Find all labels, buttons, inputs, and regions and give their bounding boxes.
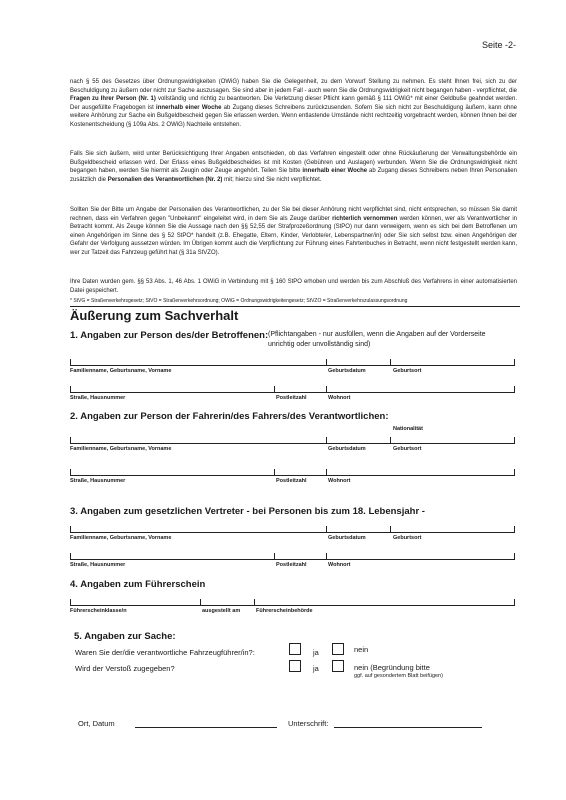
- field-tick: [514, 437, 515, 444]
- s2-birthplace-label: Geburtsort: [393, 446, 422, 452]
- field-tick: [70, 469, 71, 476]
- section-2-heading: 2. Angaben zur Person der Fahrerin/des Fahrers/des Verantwortlichen:: [70, 411, 389, 422]
- q1-text: Waren Sie der/die verantwortliche Fahrzeugführer/in?:: [75, 648, 255, 657]
- field-tick: [390, 526, 391, 533]
- field-tick: [514, 553, 515, 560]
- field-tick: [274, 553, 275, 560]
- s1-city-label: Wohnort: [328, 395, 351, 401]
- q2-text: Wird der Verstoß zugegeben?: [75, 664, 175, 673]
- s2-nationality-label: Nationalität: [393, 426, 423, 432]
- s4-class-label: Führerscheinklasse/n: [70, 608, 127, 614]
- field-tick: [274, 469, 275, 476]
- signature-field[interactable]: [334, 727, 482, 728]
- section-1-heading: 1. Angaben zur Person des/der Betroffenen:: [70, 330, 269, 341]
- intro-bold-text: innerhalb einer Woche: [156, 104, 222, 111]
- form-title: Äußerung zum Sachverhalt: [70, 308, 239, 323]
- field-tick: [200, 599, 201, 606]
- signature-label: Unterschrift:: [288, 719, 329, 728]
- place-date-label: Ort, Datum: [78, 719, 115, 728]
- q2-no-hint: ggf. auf gesondertem Blatt beifügen): [354, 673, 443, 679]
- field-tick: [326, 553, 327, 560]
- field-tick: [326, 437, 327, 444]
- section-5-heading: 5. Angaben zur Sache:: [74, 631, 176, 642]
- s1-zip-label: Postleitzahl: [276, 395, 307, 401]
- intro-text: vollständig und richtig zu beantworten. Die Verletzung dieser Pflicht kann gemäß § 111 OWiG* mit einer Geldbuße geahndet werden. Der ausgefüllte Fragebogen ist: [70, 96, 517, 111]
- q1-no-checkbox[interactable]: [332, 643, 344, 655]
- s2-name-field[interactable]: [70, 443, 515, 444]
- field-tick: [514, 469, 515, 476]
- s4-authority-label: Führerscheinbehörde: [256, 608, 313, 614]
- s3-city-label: Wohnort: [328, 562, 351, 568]
- intro-text: ab Zugang dieses Schreibens neben Ihren Personalien zusätzlich die: [70, 168, 517, 183]
- field-tick: [326, 359, 327, 366]
- q1-yes-label: ja: [313, 648, 319, 657]
- field-tick: [514, 386, 515, 393]
- s1-address-field[interactable]: [70, 392, 515, 393]
- s4-issued-label: ausgestellt am: [202, 608, 241, 614]
- intro-text: mit; hierzu sind Sie nicht verpflichtet.: [224, 176, 322, 183]
- intro-text: Falls Sie sich äußern, wird unter Berücksichtigung Ihrer Angaben entschieden, ob das Verfahren eingestellt oder ohne Rückäußerung der Verwaltungsbehörde ein Bußgeldbescheid erlassen wird. Der Erlass eines Bußgeldbescheides ist mit Kosten (Gebühren und Auslagen) verbunden. Wenn Sie die Ordnungswidrigkeit nicht begangen haben, werden Sie hiermit als Zeugin oder Zeuge angehört. Teilen Sie bitte: [70, 151, 517, 175]
- s2-name-label: Familienname, Geburtsname, Vorname: [70, 446, 172, 452]
- field-tick: [326, 386, 327, 393]
- separator-line: [70, 306, 520, 307]
- q2-yes-checkbox[interactable]: [289, 660, 301, 672]
- s2-street-label: Straße, Hausnummer: [70, 478, 126, 484]
- field-tick: [514, 526, 515, 533]
- q1-yes-checkbox[interactable]: [289, 643, 301, 655]
- s2-zip-label: Postleitzahl: [276, 478, 307, 484]
- intro-bold-text: Personalien des Verantwortlichen (Nr. 2): [107, 176, 223, 183]
- s2-address-field[interactable]: [70, 475, 515, 476]
- field-tick: [390, 437, 391, 444]
- intro-text: ab Zugang dieses Schreibens zurückzusenden. Sofern Sie sich nicht zur Beschuldigung äußern, kann ohne weitere Anhörung zur Sache ein Bußgeldbescheid gegen Sie erlassen werden. Wenn entlastende Umstände nicht rechtzeitig vorgebracht werden, können Ihnen bei der Kostenentscheidung (§ 109a Abs. 2 OWiG) Nachteile entstehen.: [70, 104, 517, 128]
- s1-birthdate-label: Geburtsdatum: [328, 368, 366, 374]
- intro-paragraph-3: [70, 206, 517, 258]
- intro-paragraph-1: [70, 78, 517, 130]
- s1-birthplace-label: Geburtsort: [393, 368, 422, 374]
- intro-bold-text: innerhalb einer Woche: [302, 168, 368, 175]
- section-3-heading: 3. Angaben zum gesetzlichen Vertreter - bei Personen bis zum 18. Lebensjahr -: [70, 506, 425, 517]
- field-tick: [254, 599, 255, 606]
- intro-text: Ihre Daten wurden gem. §§ 53 Abs. 1, 46 Abs. 1 OWiG in Verbindung mit § 160 StPO erhoben und werden bis zum Abschluß des Verfahrens in einer automatisierten Datei gespeichert.: [70, 279, 517, 294]
- s2-birthdate-label: Geburtsdatum: [328, 446, 366, 452]
- section-1-note: (Pflichtangaben - nur ausfüllen, wenn die Angaben auf der Vorderseite unrichtig oder unvollständig sind): [268, 331, 486, 348]
- place-date-field[interactable]: [135, 727, 277, 728]
- intro-bold-text: richterlich vernommen: [332, 215, 398, 222]
- s4-license-field[interactable]: [70, 605, 515, 606]
- intro-bold-text: Fragen zu Ihrer Person (Nr. 1): [70, 96, 156, 103]
- s2-city-label: Wohnort: [328, 478, 351, 484]
- field-tick: [390, 359, 391, 366]
- field-tick: [326, 526, 327, 533]
- intro-paragraph-2: [70, 150, 517, 184]
- field-tick: [70, 526, 71, 533]
- field-tick: [70, 437, 71, 444]
- abbreviation-footnote: * StVG = Straßenverkehrsgesetz; StVO = Straßenverkehrsordnung; OWiG = Ordnungswidrigkeitengesetz; StVZO = Straßenverkehrszulassungsordnung: [70, 298, 408, 304]
- s3-birthplace-label: Geburtsort: [393, 535, 422, 541]
- field-tick: [70, 553, 71, 560]
- q2-yes-label: ja: [313, 664, 319, 673]
- s1-name-label: Familienname, Geburtsname, Vorname: [70, 368, 172, 374]
- intro-text: werden können, wer als Verantwortlicher in Betracht kommt. Als Zeuge können Sie die Aussage nach den §§ 52,55 der Strafprozeßordnung (StPO) nur dann verweigern, wenn es sich bei dem Betroffenen um einen Angehörigen im Sinne des § 52 StPO* handelt (z.B. Ehegatte, Eltern, Kinder, Verlobte/er, Lebenspartner/in) oder Sie sich selbst bzw. einen Angehörigen der Gefahr der Verfolgung aussetzen würden. Im Übrigen kommt auch die Verpflichtung zur Führung eines Fahrtenbuches in Betracht, wenn nicht festgestellt werden kann, wer zur Tatzeit das Fahrzeug geführt hat (§ 31a StVZO).: [70, 215, 517, 256]
- field-tick: [70, 359, 71, 366]
- intro-text: Sollten Sie der Bitte um Angabe der Personalien des Verantwortlichen, zu der Sie bei dieser Anhörung nicht verpflichtet sind, nicht entsprechen, so müssen Sie damit rechnen, dass ein Verfahren gegen "Unbekannt" eingeleitet wird, in dem Sie als Zeuge darüber: [70, 207, 517, 222]
- s3-name-label: Familienname, Geburtsname, Vorname: [70, 535, 172, 541]
- field-tick: [514, 359, 515, 366]
- q1-no-label: nein: [354, 645, 369, 654]
- field-tick: [514, 599, 515, 606]
- s3-address-field[interactable]: [70, 559, 515, 560]
- q2-no-checkbox[interactable]: [332, 660, 344, 672]
- s3-name-field[interactable]: [70, 532, 515, 533]
- field-tick: [274, 386, 275, 393]
- field-tick: [326, 469, 327, 476]
- intro-paragraph-4: [70, 278, 517, 295]
- page-number: Seite -2-: [481, 40, 516, 50]
- field-tick: [70, 386, 71, 393]
- s3-street-label: Straße, Hausnummer: [70, 562, 126, 568]
- s1-name-field[interactable]: [70, 365, 515, 366]
- section-4-heading: 4. Angaben zum Führerschein: [70, 579, 206, 590]
- s3-birthdate-label: Geburtsdatum: [328, 535, 366, 541]
- intro-text: nach § 55 des Gesetzes über Ordnungswidrigkeiten (OWiG) haben Sie die Gelegenheit, zu dem Vorwurf Stellung zu nehmen. Es steht Ihnen frei, sich zu der Beschuldigung zu äußern oder nicht zur Sache auszusagen. Sie sind aber in jedem Fall - auch wenn Sie die Ordnungswidrigkeit nicht begangen haben - verpflichtet, die: [70, 79, 517, 94]
- s1-street-label: Straße, Hausnummer: [70, 395, 126, 401]
- s3-zip-label: Postleitzahl: [276, 562, 307, 568]
- q2-no-label: nein (Begründung bitte: [354, 663, 430, 672]
- field-tick: [70, 599, 71, 606]
